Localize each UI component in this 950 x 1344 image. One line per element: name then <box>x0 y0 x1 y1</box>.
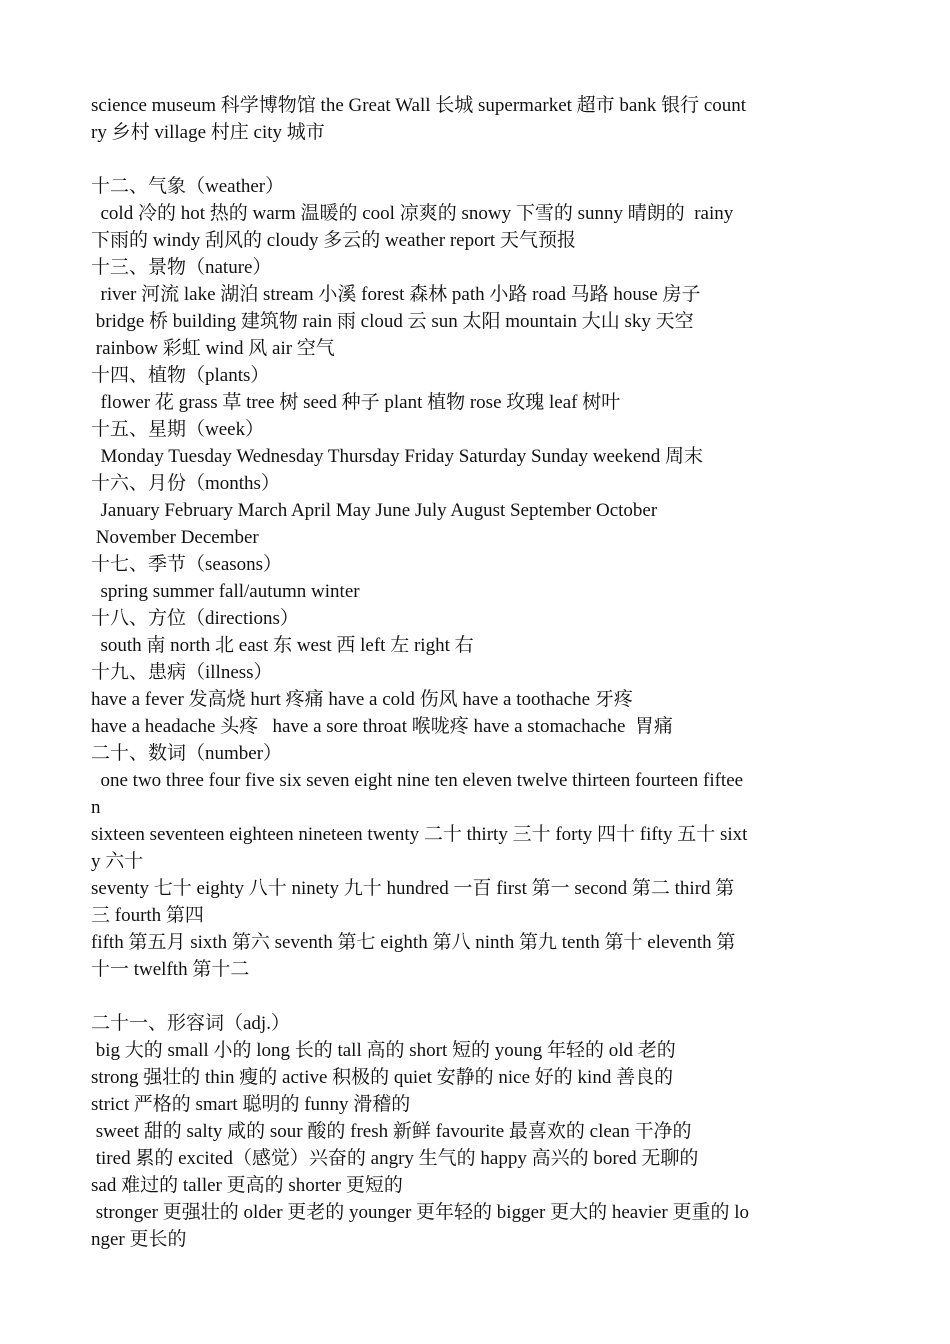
text-line: science museum 科学博物馆 the Great Wall 长城 supermarket 超市 bank 银行 count <box>91 95 747 116</box>
text-line: rainbow 彩虹 wind 风 air 空气 <box>91 338 335 359</box>
text-line: nger 更长的 <box>91 1229 187 1250</box>
text-line: n <box>91 797 101 818</box>
text-line: big 大的 small 小的 long 长的 tall 高的 short 短的 young 年轻的 old 老的 <box>91 1040 676 1061</box>
text-line: cold 冷的 hot 热的 warm 温暖的 cool 凉爽的 snowy 下雪的 sunny 晴朗的 rainy <box>91 203 734 224</box>
section-heading-week: 十五、星期（week） <box>91 419 265 440</box>
section-heading-number: 二十、数词（number） <box>91 743 283 764</box>
text-line: have a headache 头疼 have a sore throat 喉咙疼 have a stomachache 胃痛 <box>91 716 673 737</box>
text-line: sixteen seventeen eighteen nineteen twenty 二十 thirty 三十 forty 四十 fifty 五十 sixt <box>91 824 748 845</box>
section-heading-nature: 十三、景物（nature） <box>91 257 272 278</box>
text-line: river 河流 lake 湖泊 stream 小溪 forest 森林 path 小路 road 马路 house 房子 <box>91 284 701 305</box>
text-line: have a fever 发高烧 hurt 疼痛 have a cold 伤风 have a toothache 牙疼 <box>91 689 633 710</box>
text-line: strict 严格的 smart 聪明的 funny 滑稽的 <box>91 1094 411 1115</box>
text-line: sad 难过的 taller 更高的 shorter 更短的 <box>91 1175 403 1196</box>
text-line: tired 累的 excited（感觉）兴奋的 angry 生气的 happy 高兴的 bored 无聊的 <box>91 1148 699 1169</box>
text-line: fifth 第五月 sixth 第六 seventh 第七 eighth 第八 ninth 第九 tenth 第十 eleventh 第 <box>91 932 736 953</box>
document-page <box>91 92 866 1253</box>
text-line: 十一 twelfth 第十二 <box>91 959 250 980</box>
blank-line <box>91 983 866 1010</box>
text-line: January February March April May June July August September October <box>91 500 658 521</box>
text-line: 下雨的 windy 刮风的 cloudy 多云的 weather report 天气预报 <box>91 230 576 251</box>
section-heading-months: 十六、月份（months） <box>91 473 280 494</box>
text-line: November December <box>91 527 259 548</box>
section-heading-directions: 十八、方位（directions） <box>91 608 299 629</box>
text-line: sweet 甜的 salty 咸的 sour 酸的 fresh 新鲜 favourite 最喜欢的 clean 干净的 <box>91 1121 692 1142</box>
section-heading-adjectives: 二十一、形容词（adj.） <box>91 1013 290 1034</box>
section-heading-plants: 十四、植物（plants） <box>91 365 270 386</box>
text-line: one two three four five six seven eight nine ten eleven twelve thirteen fourteen fiftee <box>91 770 744 791</box>
blank-line <box>91 146 866 173</box>
text-line: y 六十 <box>91 851 144 872</box>
text-line: bridge 桥 building 建筑物 rain 雨 cloud 云 sun 太阳 mountain 大山 sky 天空 <box>91 311 694 332</box>
text-line: spring summer fall/autumn winter <box>91 581 360 602</box>
text-line: 三 fourth 第四 <box>91 905 204 926</box>
text-line: south 南 north 北 east 东 west 西 left 左 right 右 <box>91 635 474 656</box>
section-heading-illness: 十九、患病（illness） <box>91 662 273 683</box>
text-line: stronger 更强壮的 older 更老的 younger 更年轻的 bigger 更大的 heavier 更重的 lo <box>91 1202 750 1223</box>
text-line: seventy 七十 eighty 八十 ninety 九十 hundred 一百 first 第一 second 第二 third 第 <box>91 878 735 899</box>
section-heading-seasons: 十七、季节（seasons） <box>91 554 283 575</box>
text-line: flower 花 grass 草 tree 树 seed 种子 plant 植物 rose 玫瑰 leaf 树叶 <box>91 392 621 413</box>
text-line: ry 乡村 village 村庄 city 城市 <box>91 122 325 143</box>
text-line: Monday Tuesday Wednesday Thursday Friday Saturday Sunday weekend 周末 <box>91 446 704 467</box>
text-line: strong 强壮的 thin 瘦的 active 积极的 quiet 安静的 nice 好的 kind 善良的 <box>91 1067 674 1088</box>
section-heading-weather: 十二、气象（weather） <box>91 176 285 197</box>
